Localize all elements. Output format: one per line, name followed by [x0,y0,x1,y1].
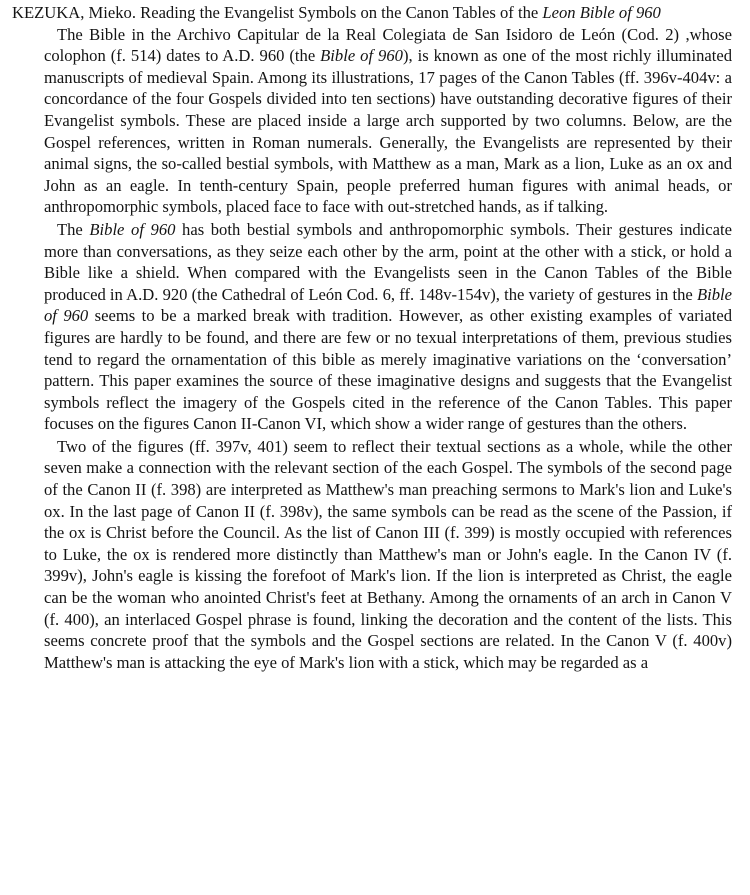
paragraph-text: seems to be a marked break with tradition. However, as other existing examples of variated figures are hardly to be found, and there are few or no texual interpretations of them, previous studies tend to regard the ornamentation of this bible as merely imaginative variations on the ‘conversation’ pattern. This paper examines the source of these imaginative designs and suggests that the Evangelist symbols reflect the imagery of the Gospels cited in the reference of the Canon Tables. This paper focuses on the figures Canon II-Canon VI, which show a wider range of gestures than the others. [44,306,732,434]
italic-title-reference: Bible of 960 [320,46,403,66]
paragraph-text: The [57,219,90,239]
author-name: KEZUKA, Mieko. [12,3,136,22]
paragraph-text: ), is known as one of the most richly illuminated manuscripts of medieval Spain. Among its illustrations, 17 pages of the Canon Tables (ff. 396v-404v: a concordance of the four Gospels divided into ten sections) have outstanding decorative figures of their Evangelist symbols. These are placed inside a large arch supported by two columns. Below, are the Gospel references, written in Roman numerals. Generally, the Evangelists are represented by their animal signs, the so-called bestial symbols, with Matthew as a man, Mark as a lion, Luke as an ox and John as an eagle. In tenth-century Spain, people preferred human figures with animal heads, or anthropomorphic symbols, placed face to face with out-stretched hands, as if talking. [44,46,732,217]
paragraph-text: Two of the figures (ff. 397v, 401) seem to reflect their textual sections as a whole, while the other seven make a connection with the relevant section of the each Gospel. The symbols of the second page of the Canon II (f. 398) are interpreted as Matthew's man preaching sermons to Mark's lion and Luke's ox. In the last page of Canon II (f. 398v), the same symbols can be read as the scene of the Passion, if the ox is Christ before the Council. As the list of Canon III (f. 399) is mostly occupied with references to Luke, the ox is rendered more distinctly than Matthew's man or John's eagle. In the Canon IV (f. 399v), John's eagle is kissing the forefoot of Mark's lion. If the lion is interpreted as Christ, the eagle can be the woman who anointed Christ's feet at Bethany. Among the ornaments of an arch in Canon V (f. 400), an interlaced Gospel phrase is found, linking the decoration and the content of the lists. This seems concrete proof that the symbols and the Gospel sections are related. In the Canon V (f. 400v) Matthew's man is attacking the eye of Mark's lion with a stick, which may be regarded as a [44,436,732,672]
paragraph-text: has both bestial symbols and anthropomorphic symbols. Their gestures indicate more than conversations, as they seize each other by the arm, point at the other with a stick, or hold a Bible like a shield. When compared with the Evangelists seen in the Canon Tables of the Bible produced in A.D. 920 (the Cathedral of León Cod. 6, ff. 148v-154v), the variety of gestures in the [44,219,732,304]
article-title-italic: Leon Bible of 960 [542,3,661,22]
italic-title-reference: Bible of 960 [44,284,732,326]
italic-title-reference: Bible of 960 [89,219,176,239]
body-paragraph [44,219,732,435]
article-heading [12,2,732,24]
body-paragraph [44,24,732,218]
body-paragraph [44,436,732,674]
article-title: Reading the Evangelist Symbols on the Canon Tables of the [135,3,543,22]
abstract-body [44,24,732,674]
paragraph-text: The Bible in the Archivo Capitular de la Real Colegiata de San Isidoro de León (Cod. 2) ,whose colophon (f. 514) dates to A.D. 960 (the [44,24,732,66]
